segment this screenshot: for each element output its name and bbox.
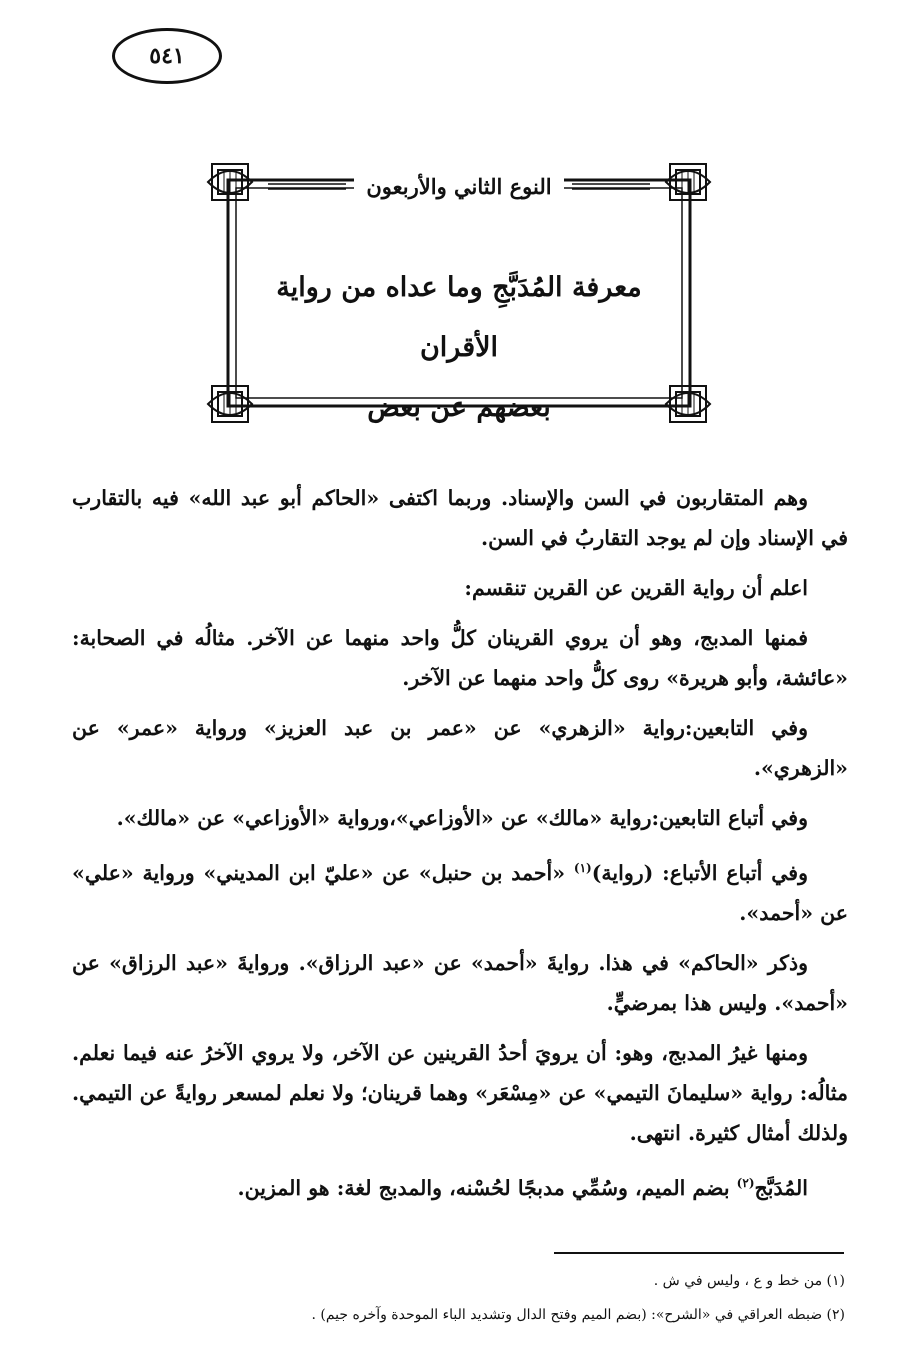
paragraph-8: ومنها غيرُ المدبج، وهو: أن يرويَ أحدُ القرينين عن الآخر، ولا يروي الآخرُ عنه فيما نعلم. مثالُه: رواية «سليمانَ التيمي» عن «مِسْعَر» وهما قرينان؛ ولا نعلم لمسعر روايةً عن التيمي. ولذلك أمثال كثيرة. انتهى. — [72, 1040, 848, 1145]
paragraph-1: وهم المتقاربون في السن والإسناد. وربما اكتفى «الحاكم أبو عبد الله» فيه بالتقارب في الإسناد وإن لم يوجد التقاربُ في السن. — [72, 486, 848, 550]
chapter-title-line-1: معرفة المُدَبَّجِ وما عداه من رواية الأقران — [276, 272, 642, 363]
paragraph-7: وذكر «الحاكم» في هذا. روايةَ «أحمد» عن «عبد الرزاق». وروايةَ «عبد الرزاق» عن «أحمد». وليس هذا بمرضيٍّ. — [72, 950, 848, 1015]
page-number — [112, 28, 222, 84]
chapter-title-line-2: بعضهم عن بعض — [367, 392, 551, 423]
footnote-ref-2: (٢) — [736, 1175, 755, 1190]
paragraph-6 — [72, 848, 848, 933]
chapter-title — [236, 258, 682, 438]
footnote-1: (١) من خط و ع ، وليس في ش . — [653, 1273, 845, 1289]
page-number-text: ٥٤١ — [149, 43, 185, 69]
chapter-heading: النوع الثاني والأربعون — [366, 174, 552, 199]
main-text — [72, 478, 848, 1218]
paragraph-9 — [72, 1163, 848, 1208]
chapter-title-frame — [206, 158, 712, 428]
paragraph-6-start: وفي أتباع الأتباع: (رواية) — [591, 860, 808, 885]
footnote-2: (٢) ضبطه العراقي في «الشرح»: (بضم الميم وفتح الدال وتشديد الباء الموحدة وآخره جيم) . — [311, 1307, 845, 1323]
paragraph-9-text: بضم الميم، وسُمِّي مدبجًا لحُسْنه، والمدبج لغة: هو المزين. — [237, 1175, 730, 1200]
footnote-ref-1: (١) — [573, 861, 592, 875]
footnotes — [100, 1264, 845, 1332]
footnote-divider — [554, 1252, 844, 1254]
paragraph-4: وفي التابعين:رواية «الزهري» عن «عمر بن عبد العزيز» ورواية «عمر» عن «الزهري». — [72, 716, 848, 780]
paragraph-5: وفي أتباع التابعين:رواية «مالك» عن «الأوزاعي»،ورواية «الأوزاعي» عن «مالك». — [116, 806, 808, 830]
paragraph-2: اعلم أن رواية القرين عن القرين تنقسم: — [464, 576, 808, 600]
paragraph-3: فمنها المدبج، وهو أن يروي القرينان كلُّ واحد منهما عن الآخر. مثالُه في الصحابة: «عائشة، وأبو هريرة» روى كلُّ واحد منهما عن الآخر. — [72, 626, 848, 690]
paragraph-6-end: «أحمد بن حنبل» عن «عليّ ابن المديني» ورواية «علي» عن «أحمد». — [72, 860, 848, 925]
paragraph-9-term: المُدَبَّج — [754, 1175, 808, 1200]
